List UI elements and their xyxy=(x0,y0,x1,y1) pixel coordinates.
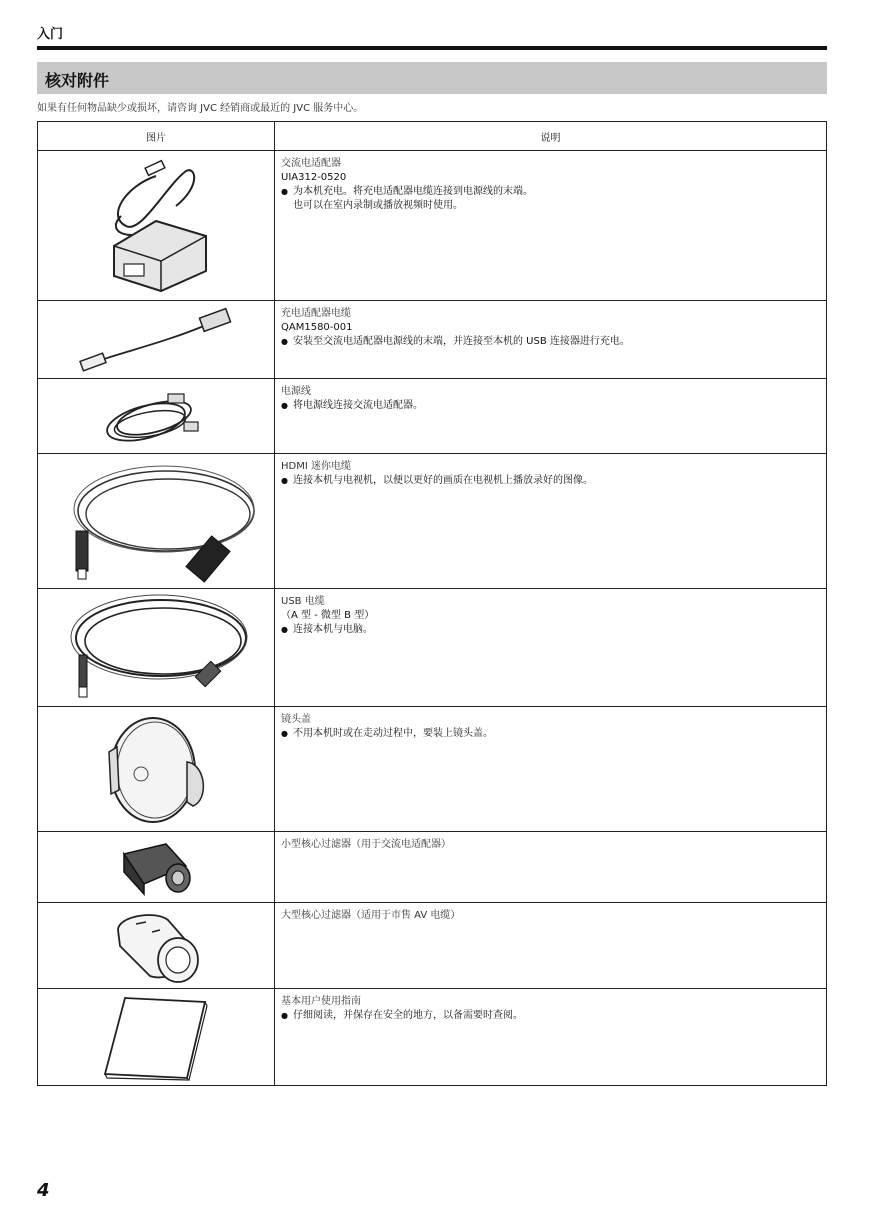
table-row xyxy=(38,454,827,589)
description-cell xyxy=(275,454,827,589)
image-cell xyxy=(38,589,275,707)
table-row xyxy=(38,989,827,1086)
description-cell xyxy=(275,989,827,1086)
page-header xyxy=(37,26,827,50)
image-cell xyxy=(38,301,275,379)
image-cell xyxy=(38,151,275,301)
item-bullet-continuation: 也可以在室内录制或播放视频时使用。 xyxy=(293,200,463,211)
power-cord-icon xyxy=(96,384,216,449)
description-cell xyxy=(275,151,827,301)
table-row xyxy=(38,379,827,454)
item-name: 基本用户使用指南 xyxy=(281,996,361,1007)
image-cell xyxy=(38,379,275,454)
hdmi-cable-icon xyxy=(56,459,256,584)
image-cell xyxy=(38,454,275,589)
intro-text: 如果有任何物品缺少或损坏，请咨询 JVC 经销商或最近的 JVC 服务中心。 xyxy=(37,103,364,114)
image-cell xyxy=(38,832,275,903)
item-name: 镜头盖 xyxy=(281,714,311,725)
item-bullet: ● 将电源线连接交流电适配器。 xyxy=(281,399,820,413)
page-number: 4 xyxy=(37,1180,50,1201)
item-bullet: ● 连接本机与电脑。 xyxy=(281,623,820,637)
usb-cable-icon xyxy=(61,593,251,703)
title-bar xyxy=(37,62,827,94)
description-cell xyxy=(275,589,827,707)
header-rule xyxy=(37,46,827,50)
image-cell xyxy=(38,903,275,989)
charging-cable-icon xyxy=(71,305,241,375)
image-cell xyxy=(38,989,275,1086)
item-model: QAM1580-001 xyxy=(281,322,353,333)
table-row xyxy=(38,832,827,903)
description-cell xyxy=(275,707,827,832)
item-bullet: ● 安装至交流电适配器电源线的末端，并连接至本机的 USB 连接器进行充电。 xyxy=(281,335,820,349)
lens-cap-icon xyxy=(101,712,211,827)
table-row xyxy=(38,589,827,707)
item-name: 充电适配器电缆 xyxy=(281,308,351,319)
accessories-table xyxy=(37,121,827,1086)
item-model: UIA312-0520 xyxy=(281,172,347,183)
item-bullet: ● 不用本机时或在走动过程中，要装上镜头盖。 xyxy=(281,727,820,741)
column-header-description: 说明 xyxy=(275,122,827,151)
table-row xyxy=(38,301,827,379)
item-bullet: ● 仔细阅读，并保存在安全的地方，以备需要时查阅。 xyxy=(281,1009,820,1023)
table-row xyxy=(38,707,827,832)
description-cell xyxy=(275,379,827,454)
ac-adapter-icon xyxy=(96,156,216,296)
description-cell xyxy=(275,301,827,379)
table-row xyxy=(38,151,827,301)
page-title: 核对附件 xyxy=(45,71,110,90)
description-cell xyxy=(275,832,827,903)
item-name: HDMI 迷你电缆 xyxy=(281,461,351,472)
column-header-image: 图片 xyxy=(38,122,275,151)
description-cell xyxy=(275,903,827,989)
item-name: USB 电缆 xyxy=(281,596,325,607)
item-bullet: ● 为本机充电。将充电适配器电缆连接到电源线的末端。 xyxy=(281,185,820,199)
manual-icon xyxy=(101,992,211,1082)
item-name: 电源线 xyxy=(281,386,311,397)
item-name: 交流电适配器 xyxy=(281,158,341,169)
item-model: （A 型 - 微型 B 型） xyxy=(281,610,375,621)
section-label: 入门 xyxy=(37,27,64,42)
item-bullet: ● 连接本机与电视机，以便以更好的画质在电视机上播放录好的图像。 xyxy=(281,474,820,488)
large-core-filter-icon xyxy=(106,906,206,986)
image-cell xyxy=(38,707,275,832)
table-header-row xyxy=(38,122,827,151)
table-row xyxy=(38,903,827,989)
item-name: 小型核心过滤器（用于交流电适配器） xyxy=(281,839,451,850)
small-core-filter-icon xyxy=(116,836,196,898)
item-name: 大型核心过滤器（适用于市售 AV 电缆） xyxy=(281,910,461,921)
